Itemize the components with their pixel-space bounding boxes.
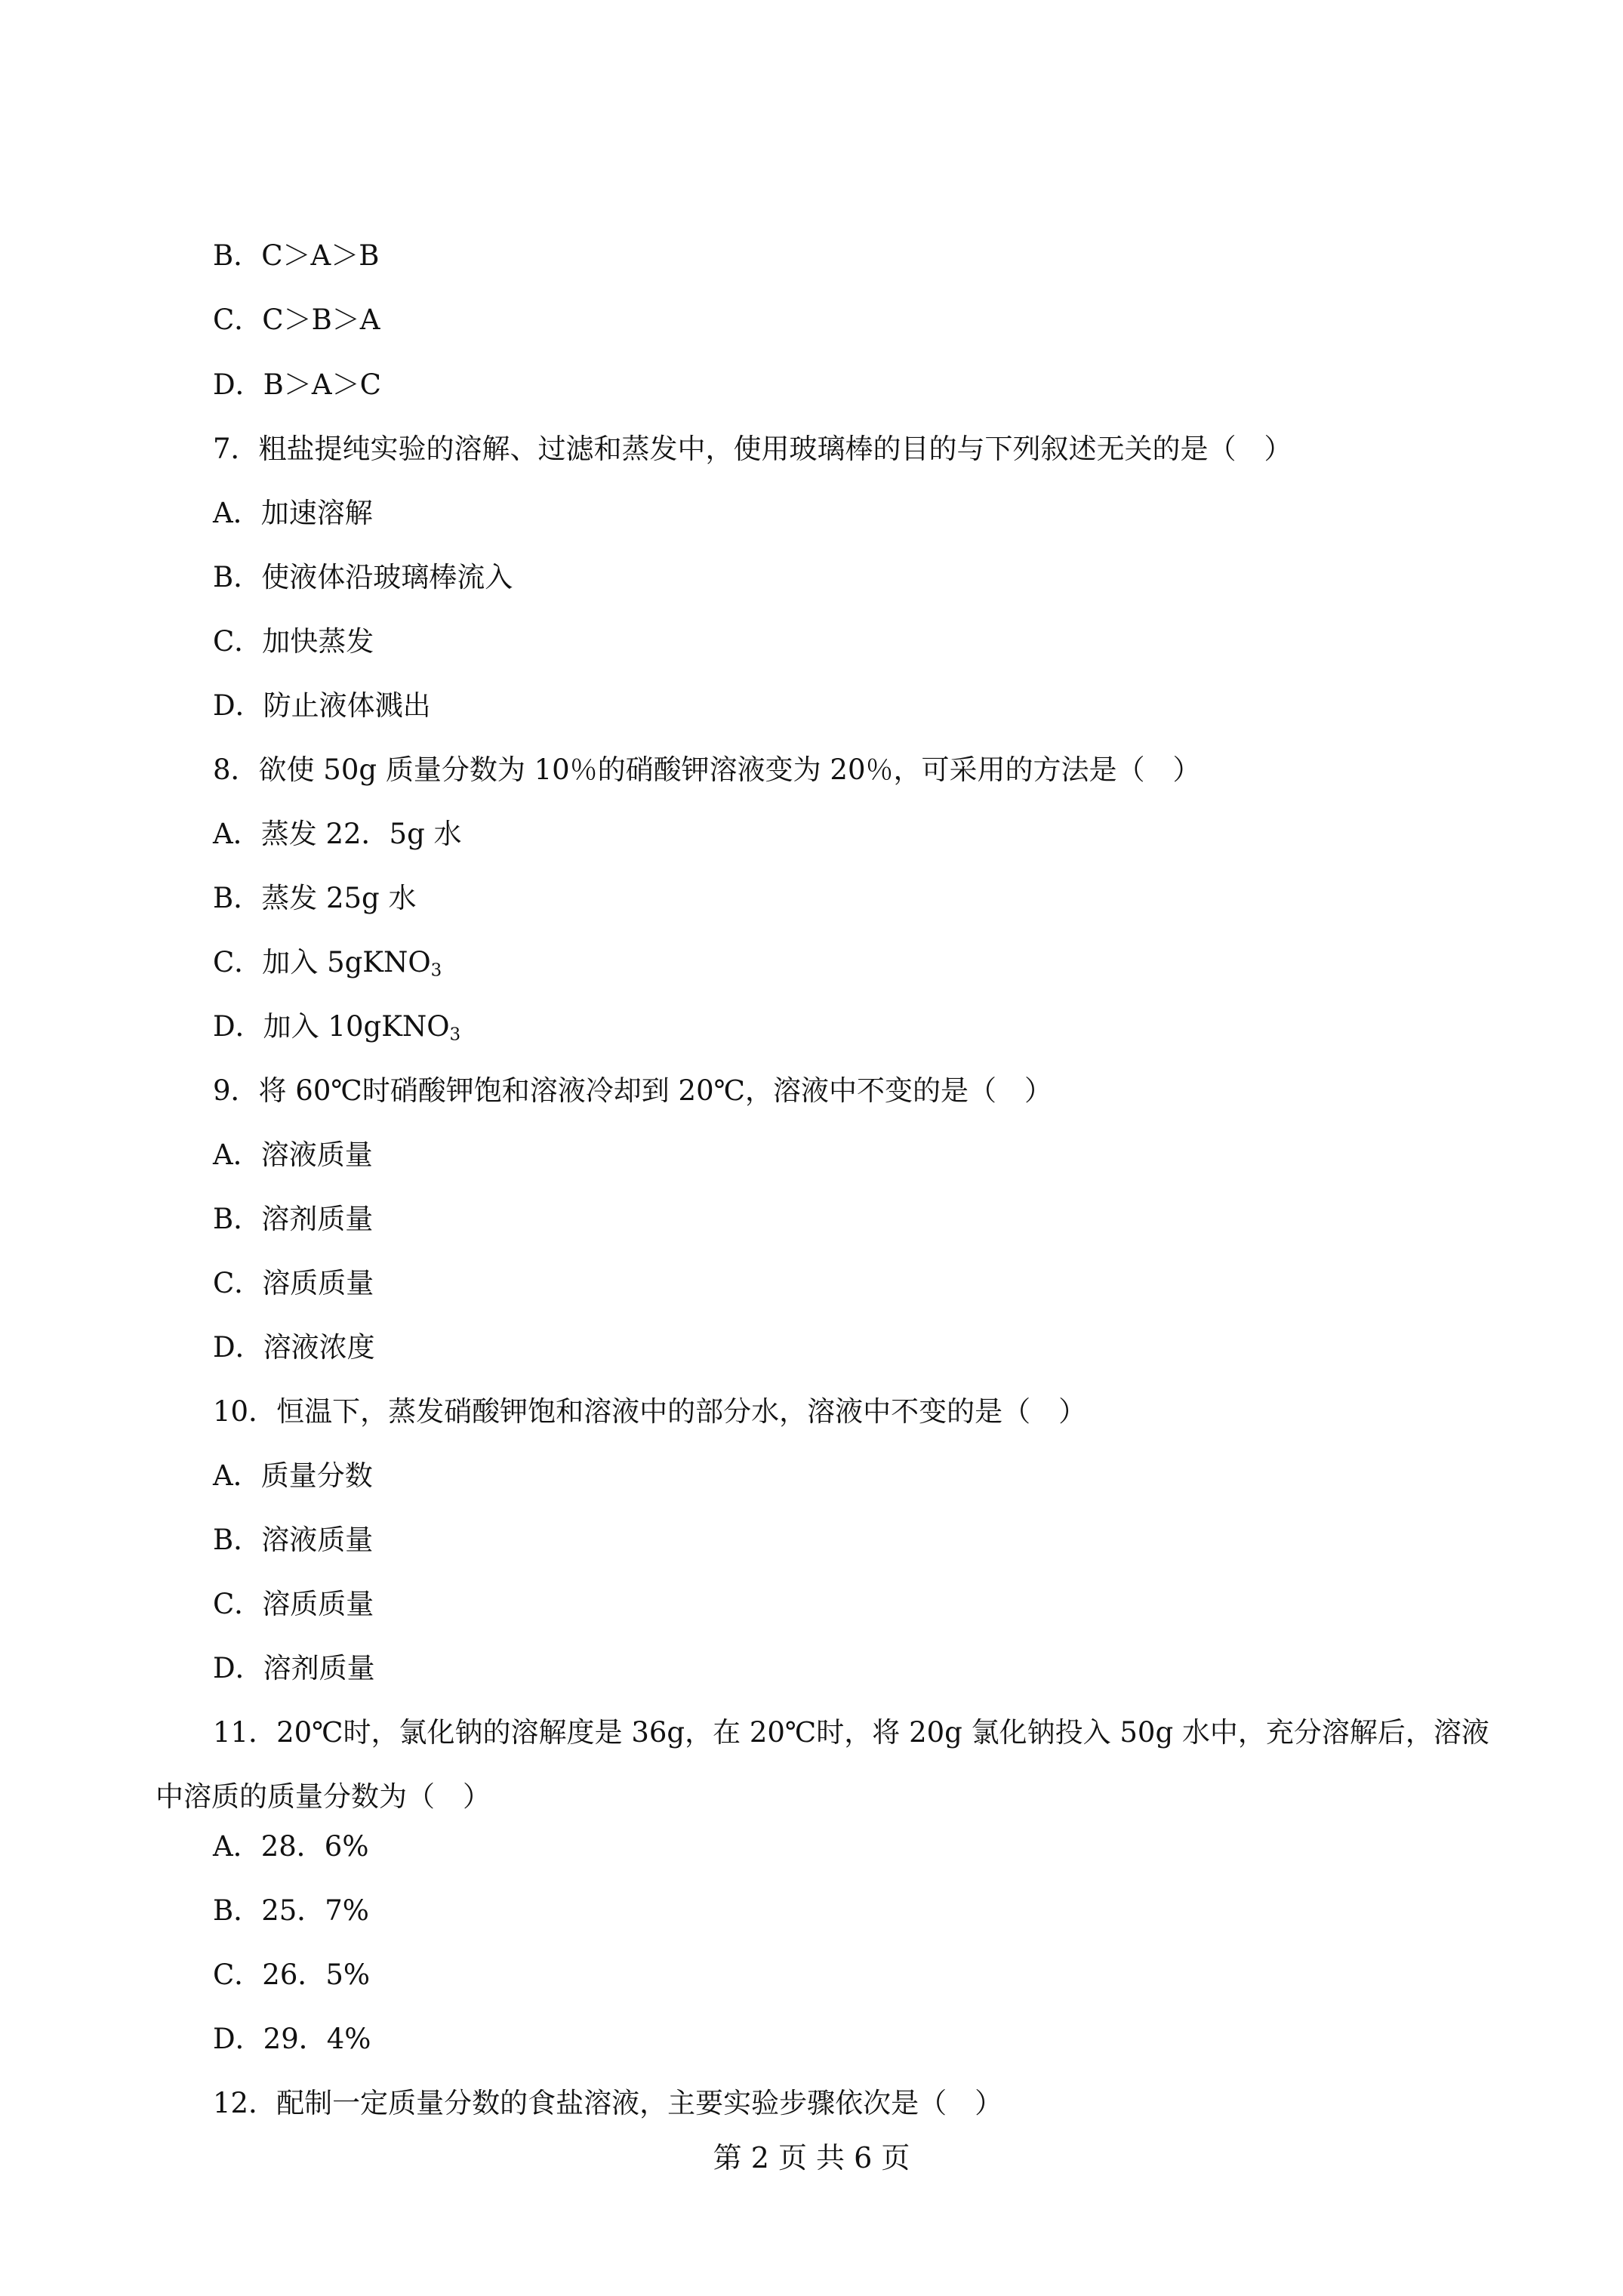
q8-option-c-text: C．加入 5gKNO — [213, 946, 431, 978]
q6-option-c: C．C＞B＞A — [213, 304, 380, 336]
q7-option-c: C．加快蒸发 — [213, 625, 374, 658]
q8-stem: 8．欲使 50g 质量分数为 10％的硝酸钾溶液变为 20％，可采用的方法是（ ） — [213, 754, 1201, 786]
q9-option-a: A．溶液质量 — [213, 1139, 373, 1171]
q11-option-b: B．25．7% — [213, 1894, 369, 1927]
q8-option-d-text: D．加入 10gKNO — [213, 1010, 450, 1043]
q9-option-d: D．溶液浓度 — [213, 1331, 375, 1364]
q10-option-b: B．溶液质量 — [213, 1524, 374, 1556]
q10-option-d: D．溶剂质量 — [213, 1652, 375, 1684]
q7-option-b: B．使液体沿玻璃棒流入 — [213, 561, 513, 593]
q9-option-b: B．溶剂质量 — [213, 1203, 374, 1235]
q8-option-c — [213, 943, 1502, 982]
q11-option-a: A．28．6% — [213, 1830, 369, 1863]
page-number-footer: 第 2 页 共 6 页 — [713, 2141, 910, 2174]
q11-option-d: D．29．4% — [213, 2023, 371, 2055]
q8-option-c-subscript: 3 — [430, 960, 442, 981]
q7-option-d: D．防止液体溅出 — [213, 689, 431, 722]
q12-stem: 12．配制一定质量分数的食盐溶液，主要实验步骤依次是（ ） — [213, 2087, 1003, 2119]
q8-option-b: B．蒸发 25g 水 — [213, 882, 417, 914]
q10-stem: 10．恒温下，蒸发硝酸钾饱和溶液中的部分水，溶液中不变的是（ ） — [213, 1395, 1087, 1428]
q6-option-b: B．C＞A＞B — [213, 239, 380, 272]
q11-stem: 11．20℃时，氯化钠的溶解度是 36g，在 20℃时，将 20g 氯化钠投入 50g 水中，充分溶解后，溶液中溶质的质量分数为（ ） — [156, 1716, 1489, 1813]
q7-option-a: A．加速溶解 — [213, 497, 373, 529]
q8-option-a: A．蒸发 22．5g 水 — [213, 818, 462, 850]
q10-option-c: C．溶质质量 — [213, 1588, 374, 1620]
q7-stem: 7．粗盐提纯实验的溶解、过滤和蒸发中，使用玻璃棒的目的与下列叙述无关的是（ ） — [213, 433, 1292, 465]
q9-option-c: C．溶质质量 — [213, 1267, 374, 1299]
q11-option-c: C．26．5% — [213, 1959, 371, 1991]
q9-stem: 9．将 60℃时硝酸钾饱和溶液冷却到 20℃，溶液中不变的是（ ） — [213, 1074, 1053, 1107]
q8-option-d — [213, 1007, 1502, 1046]
q8-option-d-subscript: 3 — [449, 1025, 461, 1045]
q10-option-a: A．质量分数 — [213, 1459, 373, 1492]
q6-option-d: D．B＞A＞C — [213, 368, 381, 401]
